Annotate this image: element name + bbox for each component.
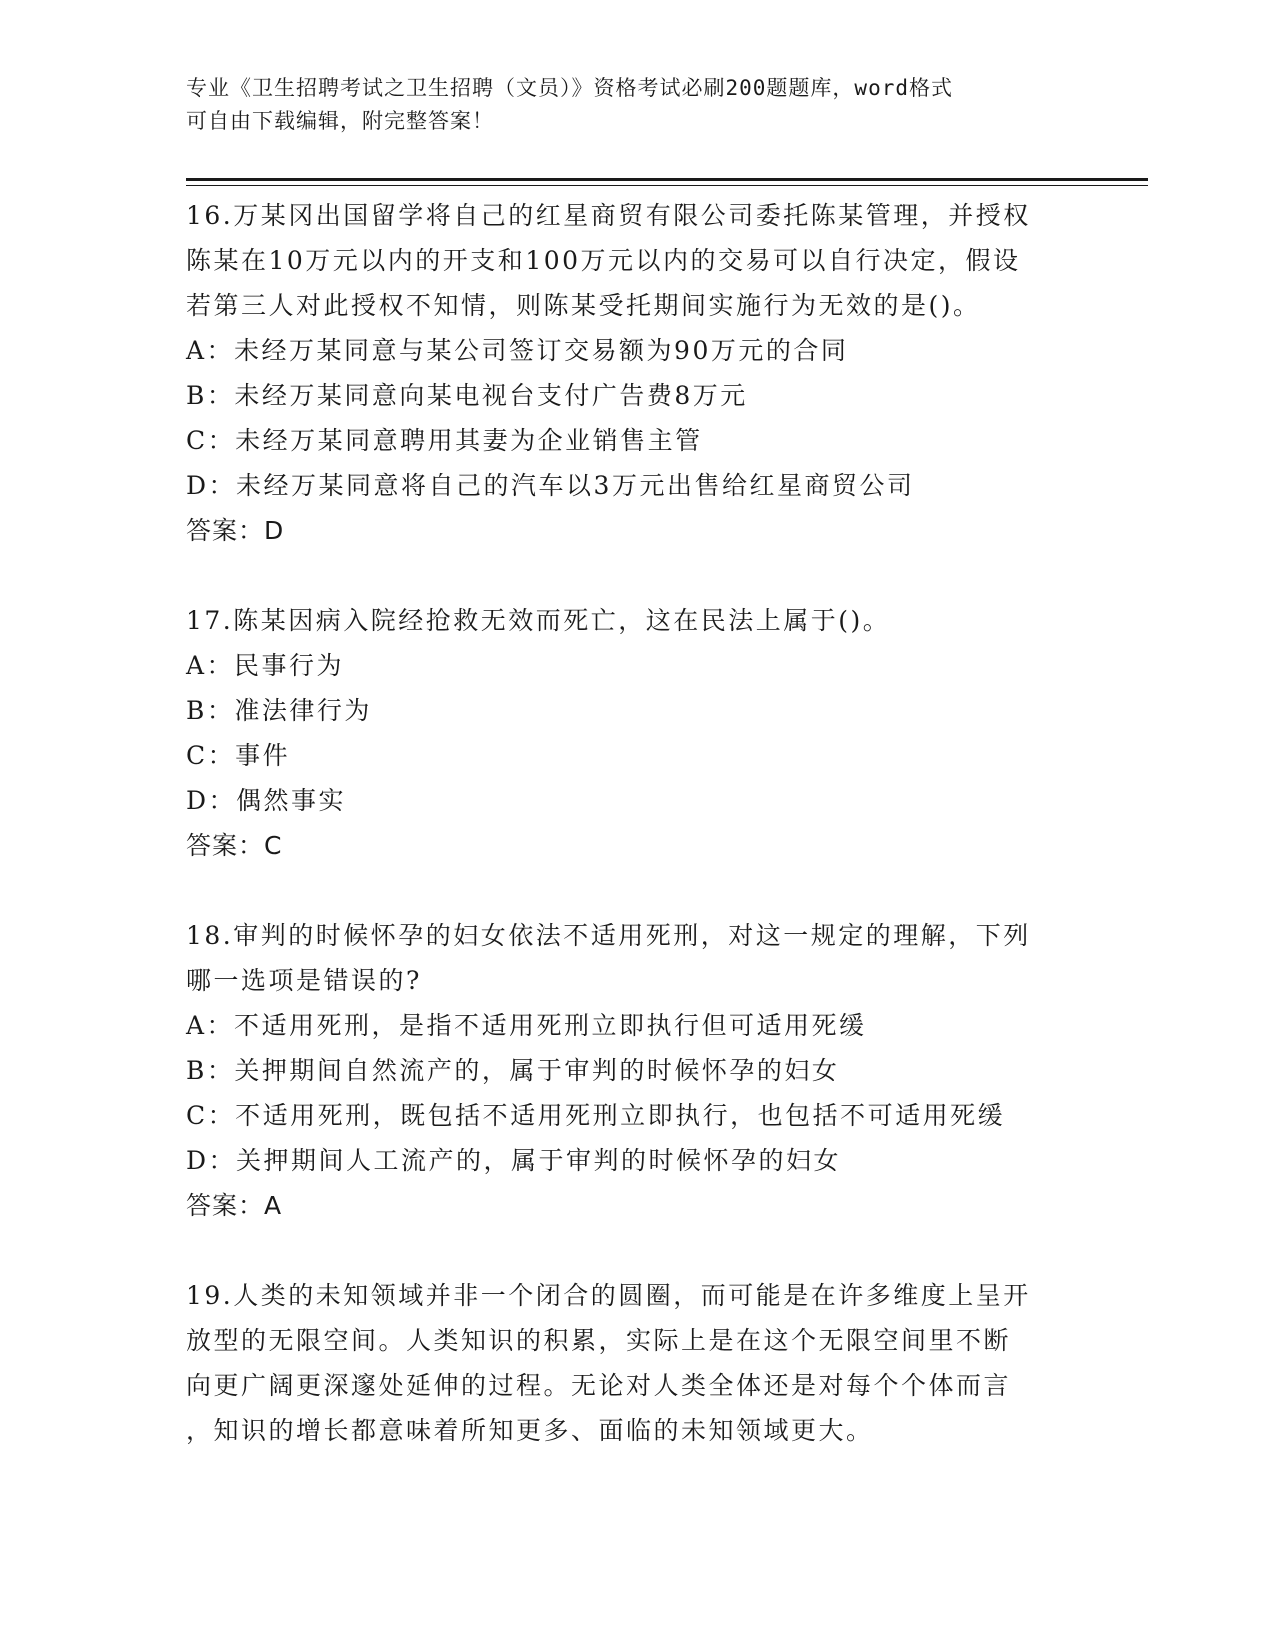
question-18 xyxy=(186,913,1086,1228)
option-a: A：未经万某同意与某公司签订交易额为90万元的合同 xyxy=(186,336,849,365)
answer-line: 答案：A xyxy=(186,1191,283,1220)
answer-line: 答案：D xyxy=(186,516,285,545)
question-stem-line: 19.人类的未知领域并非一个闭合的圆圈，而可能是在许多维度上呈开 xyxy=(186,1281,1031,1310)
option-c: C：不适用死刑，既包括不适用死刑立即执行，也包括不可适用死缓 xyxy=(186,1101,1006,1130)
question-stem-line: 18.审判的时候怀孕的妇女依法不适用死刑，对这一规定的理解，下列 xyxy=(186,921,1031,950)
option-d: D：偶然事实 xyxy=(186,786,347,815)
header-line-1: 专业《卫生招聘考试之卫生招聘（文员）》资格考试必刷200题题库，word格式 xyxy=(186,76,953,100)
option-a: A：不适用死刑，是指不适用死刑立即执行但可适用死缓 xyxy=(186,1011,867,1040)
header-divider-thin xyxy=(186,185,1148,186)
question-stem-line: 16.万某冈出国留学将自己的红星商贸有限公司委托陈某管理，并授权 xyxy=(186,201,1031,230)
header-line-2: 可自由下载编辑，附完整答案！ xyxy=(186,109,494,133)
option-c: C：事件 xyxy=(186,741,291,770)
header-divider-thick xyxy=(186,178,1148,181)
option-a: A：民事行为 xyxy=(186,651,345,680)
question-stem-line: ，知识的增长都意味着所知更多、面临的未知领域更大。 xyxy=(186,1416,874,1445)
option-b: B：未经万某同意向某电视台支付广告费8万元 xyxy=(186,381,748,410)
question-17 xyxy=(186,598,1086,868)
question-stem-line: 哪一选项是错误的? xyxy=(186,966,422,995)
option-d: D：关押期间人工流产的，属于审判的时候怀孕的妇女 xyxy=(186,1146,842,1175)
question-list xyxy=(186,193,1086,1498)
question-stem-line: 陈某在10万元以内的开支和100万元以内的交易可以自行决定，假设 xyxy=(186,246,1021,275)
question-stem-line: 17.陈某因病入院经抢救无效而死亡，这在民法上属于()。 xyxy=(186,606,891,635)
answer-line: 答案：C xyxy=(186,831,283,860)
question-19 xyxy=(186,1273,1086,1453)
option-d: D：未经万某同意将自己的汽车以3万元出售给红星商贸公司 xyxy=(186,471,915,500)
question-stem-line: 向更广阔更深邃处延伸的过程。无论对人类全体还是对每个个体而言 xyxy=(186,1371,1012,1400)
question-16 xyxy=(186,193,1086,553)
document-header xyxy=(186,72,1056,138)
question-stem-line: 若第三人对此授权不知情，则陈某受托期间实施行为无效的是()。 xyxy=(186,291,981,320)
option-b: B：关押期间自然流产的，属于审判的时候怀孕的妇女 xyxy=(186,1056,840,1085)
option-b: B：准法律行为 xyxy=(186,696,372,725)
option-c: C：未经万某同意聘用其妻为企业销售主管 xyxy=(186,426,703,455)
question-stem-line: 放型的无限空间。人类知识的积累，实际上是在这个无限空间里不断 xyxy=(186,1326,1012,1355)
